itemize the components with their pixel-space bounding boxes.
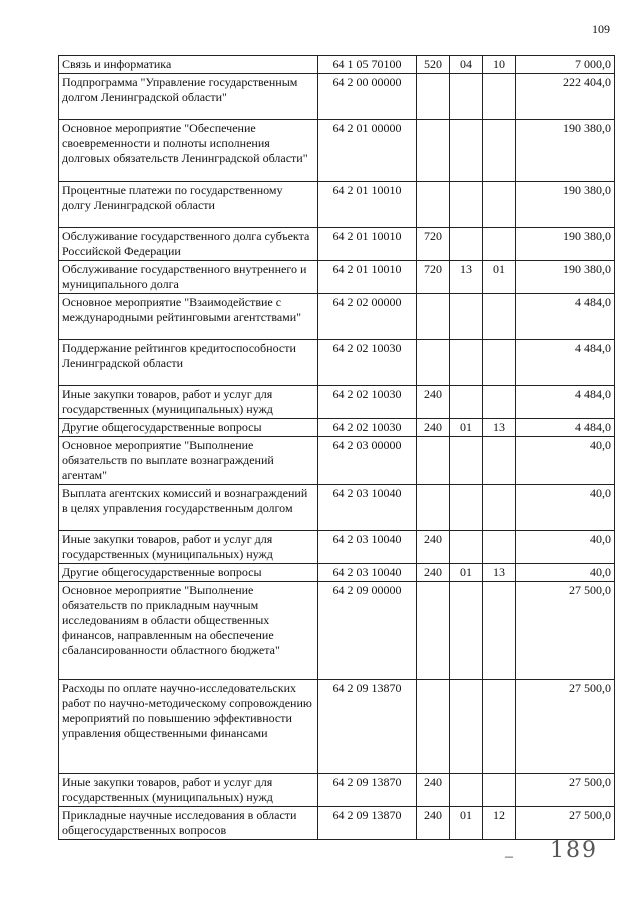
table-row [59, 386, 615, 419]
row-amount: 40,0 [516, 531, 615, 564]
row-subsection [483, 437, 516, 485]
row-code: 64 2 01 10010 [318, 228, 417, 261]
page-number: 109 [592, 22, 610, 36]
table-row [59, 120, 615, 182]
row-section [450, 582, 483, 680]
row-expense-type: 240 [417, 564, 450, 582]
row-amount: 4 484,0 [516, 340, 615, 386]
row-section [450, 182, 483, 228]
row-amount: 4 484,0 [516, 386, 615, 419]
row-code: 64 2 02 10030 [318, 386, 417, 419]
row-amount: 27 500,0 [516, 807, 615, 840]
row-amount: 27 500,0 [516, 582, 615, 680]
row-expense-type [417, 182, 450, 228]
row-section [450, 74, 483, 120]
table-row [59, 437, 615, 485]
row-section [450, 294, 483, 340]
row-subsection: 13 [483, 419, 516, 437]
row-section [450, 120, 483, 182]
table-row [59, 261, 615, 294]
row-subsection [483, 340, 516, 386]
row-subsection [483, 182, 516, 228]
row-expense-type: 720 [417, 261, 450, 294]
row-section [450, 228, 483, 261]
row-name: Обслуживание государственного долга субъекта Российской Федерации [59, 228, 318, 261]
row-amount: 4 484,0 [516, 419, 615, 437]
row-subsection [483, 120, 516, 182]
row-section: 01 [450, 807, 483, 840]
table-row [59, 680, 615, 774]
row-subsection: 13 [483, 564, 516, 582]
row-subsection [483, 582, 516, 680]
row-code: 64 2 09 13870 [318, 807, 417, 840]
row-amount: 27 500,0 [516, 774, 615, 807]
row-name: Расходы по оплате научно-исследовательских работ по научно-методическому сопровождению мероприятий по повышению эффективности управления общественными финансами [59, 680, 318, 774]
row-code: 64 2 03 00000 [318, 437, 417, 485]
row-amount: 222 404,0 [516, 74, 615, 120]
table-row [59, 294, 615, 340]
row-section: 01 [450, 564, 483, 582]
row-expense-type [417, 680, 450, 774]
row-amount: 40,0 [516, 485, 615, 531]
row-amount: 27 500,0 [516, 680, 615, 774]
row-code: 64 2 02 10030 [318, 340, 417, 386]
row-code: 64 2 01 10010 [318, 182, 417, 228]
row-expense-type [417, 74, 450, 120]
row-code: 64 2 09 13870 [318, 680, 417, 774]
row-subsection [483, 228, 516, 261]
row-expense-type: 240 [417, 419, 450, 437]
row-expense-type [417, 294, 450, 340]
row-expense-type: 240 [417, 386, 450, 419]
row-name: Выплата агентских комиссий и вознаграждений в целях управления государственным долгом [59, 485, 318, 531]
row-amount: 40,0 [516, 437, 615, 485]
row-name: Обслуживание государственного внутреннего и муниципального долга [59, 261, 318, 294]
row-subsection [483, 386, 516, 419]
row-name: Основное мероприятие "Взаимодействие с международными рейтинговыми агентствами" [59, 294, 318, 340]
table-row [59, 228, 615, 261]
table-row [59, 531, 615, 564]
row-expense-type: 240 [417, 807, 450, 840]
row-name: Подпрограмма "Управление государственным долгом Ленинградской области" [59, 74, 318, 120]
row-section [450, 437, 483, 485]
table-row [59, 485, 615, 531]
row-name: Прикладные научные исследования в области общегосударственных вопросов [59, 807, 318, 840]
row-code: 64 2 00 00000 [318, 74, 417, 120]
row-name: Основное мероприятие "Выполнение обязательств по прикладным научным исследованиям в области общественных финансов, направленным на обеспечение сбалансированности областного бюджета" [59, 582, 318, 680]
row-section [450, 386, 483, 419]
table-row [59, 182, 615, 228]
row-name: Основное мероприятие "Обеспечение своевременности и полноты исполнения долговых обязательств Ленинградской области" [59, 120, 318, 182]
row-expense-type [417, 340, 450, 386]
footer-dash: – [505, 848, 513, 865]
row-code: 64 2 03 10040 [318, 564, 417, 582]
row-amount: 40,0 [516, 564, 615, 582]
table-row [59, 774, 615, 807]
row-section [450, 680, 483, 774]
row-expense-type: 520 [417, 56, 450, 74]
row-amount: 7 000,0 [516, 56, 615, 74]
row-expense-type: 720 [417, 228, 450, 261]
row-subsection [483, 531, 516, 564]
row-amount: 190 380,0 [516, 228, 615, 261]
row-code: 64 1 05 70100 [318, 56, 417, 74]
table-row [59, 419, 615, 437]
row-section: 04 [450, 56, 483, 74]
table-row [59, 74, 615, 120]
row-name: Поддержание рейтингов кредитоспособности Ленинградской области [59, 340, 318, 386]
row-code: 64 2 02 10030 [318, 419, 417, 437]
row-subsection: 12 [483, 807, 516, 840]
table-row [59, 340, 615, 386]
row-section [450, 774, 483, 807]
row-name: Связь и информатика [59, 56, 318, 74]
row-amount: 190 380,0 [516, 182, 615, 228]
row-code: 64 2 09 00000 [318, 582, 417, 680]
row-name: Иные закупки товаров, работ и услуг для государственных (муниципальных) нужд [59, 386, 318, 419]
row-section [450, 340, 483, 386]
row-name: Иные закупки товаров, работ и услуг для государственных (муниципальных) нужд [59, 531, 318, 564]
row-expense-type: 240 [417, 774, 450, 807]
row-code: 64 2 01 10010 [318, 261, 417, 294]
row-amount: 190 380,0 [516, 261, 615, 294]
row-code: 64 2 09 13870 [318, 774, 417, 807]
row-code: 64 2 03 10040 [318, 485, 417, 531]
row-name: Иные закупки товаров, работ и услуг для государственных (муниципальных) нужд [59, 774, 318, 807]
row-subsection [483, 294, 516, 340]
table-row [59, 582, 615, 680]
row-subsection [483, 774, 516, 807]
row-subsection [483, 680, 516, 774]
row-subsection [483, 74, 516, 120]
row-code: 64 2 01 00000 [318, 120, 417, 182]
row-subsection [483, 485, 516, 531]
row-subsection: 01 [483, 261, 516, 294]
row-name: Основное мероприятие "Выполнение обязательств по выплате вознаграждений агентам" [59, 437, 318, 485]
row-section: 01 [450, 419, 483, 437]
row-name: Другие общегосударственные вопросы [59, 564, 318, 582]
row-expense-type [417, 485, 450, 531]
table-row [59, 564, 615, 582]
row-name: Другие общегосударственные вопросы [59, 419, 318, 437]
row-section [450, 531, 483, 564]
row-code: 64 2 02 00000 [318, 294, 417, 340]
row-expense-type: 240 [417, 531, 450, 564]
row-amount: 190 380,0 [516, 120, 615, 182]
handwritten-page-number: 189 [550, 838, 598, 863]
table-row [59, 807, 615, 840]
table-row [59, 56, 615, 74]
row-section: 13 [450, 261, 483, 294]
row-expense-type [417, 582, 450, 680]
row-code: 64 2 03 10040 [318, 531, 417, 564]
row-section [450, 485, 483, 531]
row-expense-type [417, 437, 450, 485]
row-expense-type [417, 120, 450, 182]
budget-table [58, 55, 615, 840]
row-subsection: 10 [483, 56, 516, 74]
row-amount: 4 484,0 [516, 294, 615, 340]
row-name: Процентные платежи по государственному долгу Ленинградской области [59, 182, 318, 228]
